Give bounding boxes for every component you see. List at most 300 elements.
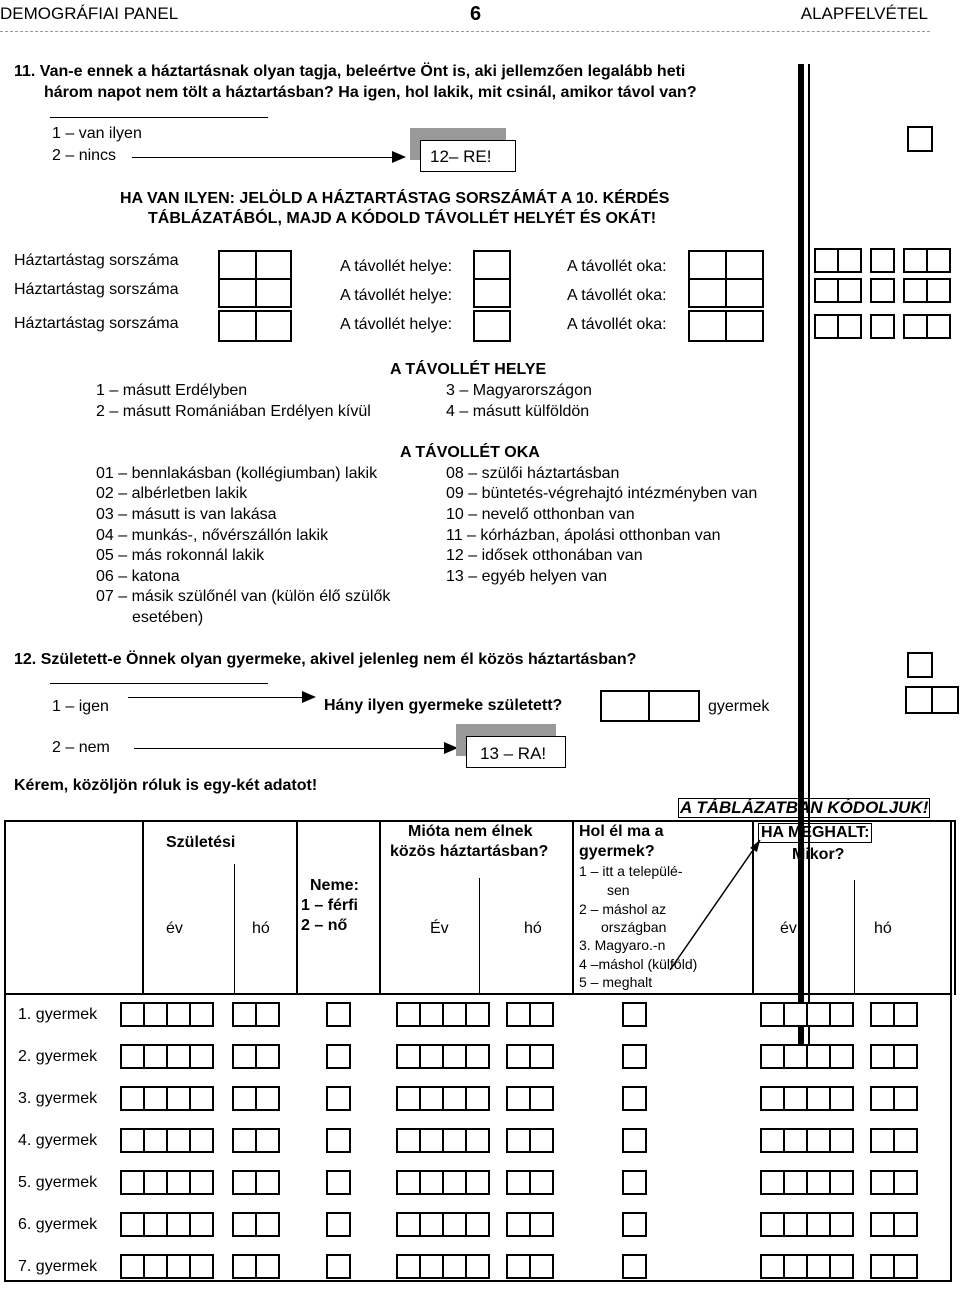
input-cell[interactable] [232,1044,257,1069]
deceased-year-cells[interactable] [760,1128,852,1153]
input-cell[interactable] [829,1044,854,1069]
q11-line2: három napot nem tölt a háztartásban? Ha igen, hol lakik, mit csinál, amikor távol van? [44,84,697,101]
q12-skip-label: 13 – RA! [480,744,547,763]
input-cell[interactable] [806,1002,831,1027]
member-row-1-reason-label: A távollét oka: [567,258,667,275]
since-month-cells[interactable] [506,1002,552,1027]
input-cell[interactable] [893,1044,918,1069]
q12-request: Kérem, közöljön róluk is egy-két adatot! [14,777,318,794]
member-row-3-place-label: A távollét helye: [340,316,453,333]
code-cell[interactable] [926,278,951,303]
coding-note: A TÁBLÁZATBAN KÓDOLJUK! [680,798,929,817]
sex-cell[interactable] [326,1086,349,1111]
where-opt-1-cont: sen [607,882,630,898]
input-cell[interactable] [893,1254,918,1279]
deceased-month-cells[interactable] [870,1212,916,1237]
q12-arrow2-line [134,748,446,749]
input-cell[interactable] [465,1002,490,1027]
deceased-year-cells[interactable] [760,1002,852,1027]
input-cell[interactable] [120,1170,145,1195]
q11-instruction-line2: TÁBLÁZATÁBÓL, MAJD A KÓDOLD TÁVOLLÉT HELYÉT ÉS OKÁT! [148,210,657,227]
q12-arrow1-head-icon [302,691,316,703]
input-cell[interactable] [442,1254,467,1279]
input-cell[interactable] [870,1170,895,1195]
deceased-year-cells[interactable] [760,1086,852,1111]
since-title-1: Mióta nem élnek [408,823,533,840]
birth-month-cells[interactable] [232,1044,278,1069]
member-row-1-reason-divider [725,250,727,280]
input-cell[interactable] [442,1170,467,1195]
input-cell[interactable] [166,1044,191,1069]
input-cell[interactable] [255,1128,280,1153]
input-cell[interactable] [622,1170,647,1195]
code-cell[interactable] [903,278,928,303]
member-row-1-label: Háztartástag sorszáma [14,252,179,269]
input-cell[interactable] [326,1002,351,1027]
deceased-arrow-icon [660,830,780,980]
since-month-cells[interactable] [506,1086,552,1111]
reason-code-12: 12 – idősek otthonában van [446,547,643,564]
sex-cell[interactable] [326,1254,349,1279]
member-row-3-place-box[interactable] [473,310,511,342]
header-left: DEMOGRÁFIAI PANEL [0,4,179,23]
input-cell[interactable] [255,1002,280,1027]
input-cell[interactable] [166,1128,191,1153]
input-cell[interactable] [396,1002,421,1027]
input-cell[interactable] [396,1086,421,1111]
input-cell[interactable] [166,1212,191,1237]
q12-followup: Hány ilyen gyermeke született? [324,697,563,714]
input-cell[interactable] [189,1002,214,1027]
input-cell[interactable] [870,1254,895,1279]
input-cell[interactable] [783,1212,808,1237]
reason-code-06: 06 – katona [96,568,180,585]
input-cell[interactable] [120,1254,145,1279]
input-cell[interactable] [419,1086,444,1111]
reason-code-09: 09 – büntetés-végrehajtó intézményben van [446,485,758,502]
code-cell[interactable] [870,278,895,303]
input-cell[interactable] [442,1128,467,1153]
q12-count-box[interactable] [600,690,700,722]
reason-code-07-cont: esetében) [132,609,204,626]
q11-arrow-head-icon [392,151,406,163]
input-cell[interactable] [622,1002,647,1027]
input-cell[interactable] [465,1212,490,1237]
input-cell[interactable] [189,1128,214,1153]
member-row-3-reason-divider [725,310,727,342]
page-number: 6 [470,3,482,25]
input-cell[interactable] [806,1044,831,1069]
input-cell[interactable] [232,1212,257,1237]
input-cell[interactable] [465,1170,490,1195]
place-codes-title: A TÁVOLLÉT HELYE [390,361,547,378]
input-cell[interactable] [760,1254,785,1279]
input-cell[interactable] [419,1002,444,1027]
q12-unit: gyermek [708,698,770,715]
input-cell[interactable] [232,1254,257,1279]
input-cell[interactable] [829,1128,854,1153]
birth-month-cells[interactable] [232,1212,278,1237]
deceased-year-cells[interactable] [760,1254,852,1279]
sex-option-1: 1 – férfi [301,897,358,914]
input-cell[interactable] [893,1086,918,1111]
input-cell[interactable] [783,1002,808,1027]
input-cell[interactable] [465,1086,490,1111]
where-cell[interactable] [622,1212,645,1237]
input-cell[interactable] [255,1254,280,1279]
input-cell[interactable] [120,1086,145,1111]
since-month-cells[interactable] [506,1212,552,1237]
deceased-month-cells[interactable] [870,1170,916,1195]
where-cell[interactable] [622,1170,645,1195]
q11-answer-box[interactable] [907,126,933,152]
input-cell[interactable] [506,1044,531,1069]
member-row-2-place-box[interactable] [473,278,511,308]
input-cell[interactable] [166,1170,191,1195]
where-opt-1: 1 – itt a települé- [579,863,683,879]
deceased-year-cells[interactable] [760,1170,852,1195]
input-cell[interactable] [506,1128,531,1153]
input-cell[interactable] [829,1170,854,1195]
input-cell[interactable] [232,1086,257,1111]
input-cell[interactable] [419,1128,444,1153]
code-cell[interactable] [837,278,862,303]
where-opt-5: 5 – meghalt [579,974,653,990]
where-opt-2: 2 – máshol az [579,901,667,917]
input-cell[interactable] [783,1170,808,1195]
input-cell[interactable] [396,1212,421,1237]
input-cell[interactable] [442,1212,467,1237]
input-cell[interactable] [442,1044,467,1069]
reason-code-10: 10 – nevelő otthonban van [446,506,635,523]
member-row-2-num-divider [255,278,257,308]
member-row-1-num-divider [255,250,257,280]
input-cell[interactable] [326,1254,351,1279]
input-cell[interactable] [783,1128,808,1153]
input-cell[interactable] [783,1086,808,1111]
since-year-cells[interactable] [396,1044,488,1069]
since-month-cells[interactable] [506,1254,552,1279]
q11-underline [50,117,268,118]
input-cell[interactable] [465,1128,490,1153]
input-cell[interactable] [143,1002,168,1027]
birth-month-cells[interactable] [232,1170,278,1195]
q12-underline [50,683,268,684]
child-row-label: 2. gyermek [18,1048,98,1065]
since-year: Év [430,920,449,937]
input-cell[interactable] [326,1086,351,1111]
input-cell[interactable] [396,1044,421,1069]
birth-month-cells[interactable] [232,1128,278,1153]
q11-code-grid-row-1[interactable] [814,248,949,273]
code-cell[interactable] [837,248,862,273]
birth-year-cells[interactable] [120,1044,212,1069]
since-year-cells[interactable] [396,1086,488,1111]
where-cell[interactable] [622,1086,645,1111]
birth-month-cells[interactable] [232,1086,278,1111]
since-title-2: közös háztartásban? [390,843,549,860]
q11-code-grid-row-3[interactable] [814,314,949,339]
member-row-1-place-box[interactable] [473,250,511,280]
member-row-3-reason-label: A távollét oka: [567,316,667,333]
member-row-3-num-divider [255,310,257,342]
q11-line1: 11. Van-e ennek a háztartásnak olyan tagja, beleértve Önt is, aki jellemzően legalább heti [14,63,686,80]
q12-count-divider [648,690,650,722]
where-cell[interactable] [622,1044,645,1069]
code-cell[interactable] [905,686,933,714]
sex-cell[interactable] [326,1170,349,1195]
birth-year-cells[interactable] [120,1002,212,1027]
reason-code-11: 11 – kórházban, ápolási otthonban van [446,527,721,544]
birth-year-cells[interactable] [120,1086,212,1111]
input-cell[interactable] [465,1254,490,1279]
input-cell[interactable] [870,1128,895,1153]
input-cell[interactable] [326,1170,351,1195]
input-cell[interactable] [529,1002,554,1027]
sex-title: Neme: [310,877,359,894]
code-cell[interactable] [870,314,895,339]
input-cell[interactable] [893,1170,918,1195]
input-cell[interactable] [166,1254,191,1279]
input-cell[interactable] [396,1128,421,1153]
input-cell[interactable] [783,1254,808,1279]
deceased-title-2: Mikor? [792,846,845,863]
reason-code-07: 07 – másik szülőnél van (külön élő szülők [96,588,391,605]
input-cell[interactable] [166,1002,191,1027]
input-cell[interactable] [120,1002,145,1027]
member-row-2-reason-divider [725,278,727,308]
q11-code-grid-row-2[interactable] [814,278,949,303]
code-cell[interactable] [926,314,951,339]
q12-arrow1-line [128,697,304,698]
input-cell[interactable] [893,1128,918,1153]
code-cell[interactable] [814,248,839,273]
input-cell[interactable] [232,1128,257,1153]
since-year-cells[interactable] [396,1254,488,1279]
child-row-label: 1. gyermek [18,1006,98,1023]
since-year-cells[interactable] [396,1170,488,1195]
input-cell[interactable] [232,1170,257,1195]
input-cell[interactable] [829,1254,854,1279]
input-cell[interactable] [806,1254,831,1279]
since-month-cells[interactable] [506,1128,552,1153]
input-cell[interactable] [529,1128,554,1153]
input-cell[interactable] [120,1212,145,1237]
input-cell[interactable] [189,1212,214,1237]
input-cell[interactable] [806,1128,831,1153]
header-divider [0,31,930,33]
input-cell[interactable] [529,1254,554,1279]
input-cell[interactable] [326,1212,351,1237]
birth-year-cells[interactable] [120,1128,212,1153]
input-cell[interactable] [396,1170,421,1195]
input-cell[interactable] [143,1128,168,1153]
code-cell[interactable] [870,248,895,273]
deceased-month-cells[interactable] [870,1254,916,1279]
input-cell[interactable] [120,1128,145,1153]
input-cell[interactable] [760,1044,785,1069]
input-cell[interactable] [783,1044,808,1069]
since-month-cells[interactable] [506,1170,552,1195]
input-cell[interactable] [893,1212,918,1237]
deceased-month: hó [874,920,892,937]
code-cell[interactable] [903,248,928,273]
reason-code-04: 04 – munkás-, nővérszállón lakik [96,527,329,544]
place-code-2: 2 – másutt Romániában Erdélyen kívül [96,403,371,420]
input-cell[interactable] [326,1128,351,1153]
reason-code-02: 02 – albérletben lakik [96,485,248,502]
input-cell[interactable] [255,1086,280,1111]
birth-month-cells[interactable] [232,1254,278,1279]
deceased-month-cells[interactable] [870,1086,916,1111]
input-cell[interactable] [120,1044,145,1069]
input-cell[interactable] [442,1002,467,1027]
place-code-4: 4 – másutt külföldön [446,403,590,420]
input-cell[interactable] [760,1170,785,1195]
code-cell[interactable] [903,314,928,339]
place-code-3: 3 – Magyarországon [446,382,592,399]
deceased-month-cells[interactable] [870,1044,916,1069]
birth-header: Születési [166,834,236,851]
input-cell[interactable] [506,1212,531,1237]
deceased-month-cells[interactable] [870,1128,916,1153]
input-cell[interactable] [189,1254,214,1279]
member-row-3-label: Háztartástag sorszáma [14,315,179,332]
code-cell[interactable] [814,314,839,339]
input-cell[interactable] [622,1086,647,1111]
where-cell[interactable] [622,1128,645,1153]
birth-year-cells[interactable] [120,1212,212,1237]
input-cell[interactable] [143,1044,168,1069]
input-cell[interactable] [893,1002,918,1027]
since-month-cells[interactable] [506,1044,552,1069]
q11-skip-label: 12– RE! [430,147,492,166]
sex-cell[interactable] [326,1002,349,1027]
sex-cell[interactable] [326,1044,349,1069]
input-cell[interactable] [506,1170,531,1195]
sex-option-2: 2 – nő [301,917,348,934]
input-cell[interactable] [442,1086,467,1111]
input-cell[interactable] [506,1254,531,1279]
reason-code-01: 01 – bennlakásban (kollégiumban) lakik [96,465,378,482]
input-cell[interactable] [760,1128,785,1153]
since-year-cells[interactable] [396,1212,488,1237]
input-cell[interactable] [143,1254,168,1279]
input-cell[interactable] [419,1254,444,1279]
input-cell[interactable] [143,1086,168,1111]
since-year-cells[interactable] [396,1128,488,1153]
child-row-label: 3. gyermek [18,1090,98,1107]
q12-answer-box[interactable] [907,652,933,678]
input-cell[interactable] [760,1086,785,1111]
place-code-1: 1 – másutt Erdélyben [96,382,248,399]
input-cell[interactable] [232,1002,257,1027]
input-cell[interactable] [419,1170,444,1195]
reason-code-03: 03 – másutt is van lakása [96,506,277,523]
reason-code-05: 05 – más rokonnál lakik [96,547,265,564]
input-cell[interactable] [529,1170,554,1195]
input-cell[interactable] [419,1212,444,1237]
birth-month: hó [252,920,270,937]
input-cell[interactable] [622,1212,647,1237]
input-cell[interactable] [143,1170,168,1195]
input-cell[interactable] [806,1086,831,1111]
input-cell[interactable] [622,1128,647,1153]
reason-code-13: 13 – egyéb helyen van [446,568,608,585]
input-cell[interactable] [255,1044,280,1069]
reason-code-08: 08 – szülői háztartásban [446,465,620,482]
input-cell[interactable] [806,1212,831,1237]
input-cell[interactable] [529,1044,554,1069]
input-cell[interactable] [870,1044,895,1069]
child-row-label: 6. gyermek [18,1216,98,1233]
q12-option1: 1 – igen [52,698,109,715]
input-cell[interactable] [829,1212,854,1237]
input-cell[interactable] [529,1212,554,1237]
birth-year-cells[interactable] [120,1170,212,1195]
input-cell[interactable] [622,1254,647,1279]
input-cell[interactable] [506,1086,531,1111]
input-cell[interactable] [166,1086,191,1111]
input-cell[interactable] [529,1086,554,1111]
input-cell[interactable] [189,1170,214,1195]
deceased-year-cells[interactable] [760,1212,852,1237]
input-cell[interactable] [870,1002,895,1027]
q12-count-code-grid[interactable] [905,686,957,714]
code-cell[interactable] [931,686,959,714]
input-cell[interactable] [143,1212,168,1237]
input-cell[interactable] [189,1086,214,1111]
since-year-cells[interactable] [396,1002,488,1027]
input-cell[interactable] [326,1044,351,1069]
sex-cell[interactable] [326,1212,349,1237]
input-cell[interactable] [189,1044,214,1069]
where-cell[interactable] [622,1254,645,1279]
input-cell[interactable] [829,1086,854,1111]
input-cell[interactable] [396,1254,421,1279]
birth-year-cells[interactable] [120,1254,212,1279]
deceased-month-cells[interactable] [870,1002,916,1027]
q12-option2: 2 – nem [52,739,110,756]
input-cell[interactable] [829,1002,854,1027]
birth-month-cells[interactable] [232,1002,278,1027]
input-cell[interactable] [760,1002,785,1027]
where-cell[interactable] [622,1002,645,1027]
code-cell[interactable] [814,278,839,303]
sex-cell[interactable] [326,1128,349,1153]
input-cell[interactable] [255,1170,280,1195]
input-cell[interactable] [870,1086,895,1111]
code-cell[interactable] [837,314,862,339]
birth-year: év [166,920,183,937]
where-opt-3: 3. Magyaro.-n [579,937,666,953]
input-cell[interactable] [622,1044,647,1069]
where-opt-2-cont: országban [601,919,667,935]
input-cell[interactable] [506,1002,531,1027]
deceased-year-cells[interactable] [760,1044,852,1069]
input-cell[interactable] [465,1044,490,1069]
input-cell[interactable] [255,1212,280,1237]
input-cell[interactable] [870,1212,895,1237]
input-cell[interactable] [419,1044,444,1069]
input-cell[interactable] [806,1170,831,1195]
reason-codes-title: A TÁVOLLÉT OKA [400,444,540,461]
q11-arrow-line [132,157,394,158]
child-row-label: 5. gyermek [18,1174,98,1191]
code-cell[interactable] [926,248,951,273]
input-cell[interactable] [760,1212,785,1237]
since-month: hó [524,920,542,937]
